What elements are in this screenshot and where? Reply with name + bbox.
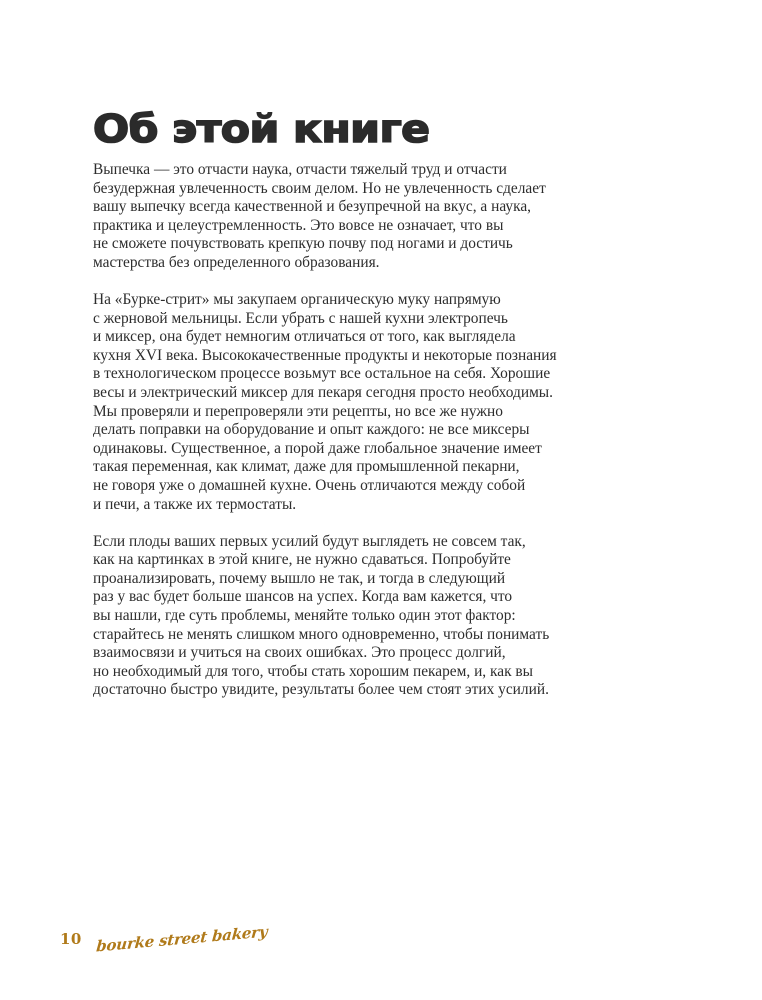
text-line: раз у вас будет больше шансов на успех. Когда вам кажется, что [93,588,513,606]
text-line: с жерновой мельницы. Если убрать с нашей кухни электропечь [93,309,508,327]
text-line: Если плоды ваших первых усилий будут выглядеть не совсем так, [93,532,526,550]
text-line: взаимосвязи и учиться на своих ошибках. Это процесс долгий, [93,644,506,662]
page-number: 10 [60,930,82,948]
text-line: проанализировать, почему вышло не так, и тогда в следующий [93,569,506,587]
text-line: такая переменная, как климат, даже для промышленной пекарни, [93,458,520,476]
text-line: и печи, а также их термостаты. [93,495,297,513]
text-line: весы и электрический миксер для пекаря сегодня просто необходимы. [93,384,553,402]
text-line: одинаковы. Существенное, а порой даже глобальное значение имеет [93,439,542,457]
text-line: вашу выпечку всегда качественной и безупречной на вкус, а наука, [93,198,531,216]
text-line: кухня XVI века. Высококачественные продукты и некоторые познания [93,346,557,364]
text-line: как на картинках в этой книге, не нужно сдаваться. Попробуйте [93,551,511,569]
paragraph-1 [93,161,573,273]
text-line: Выпечка — это отчасти наука, отчасти тяжелый труд и отчасти [93,161,507,178]
text-line: Мы проверяли и перепроверяли эти рецепты, но все же нужно [93,402,503,420]
text-line: практика и целеустремленность. Это вовсе не означает, что вы [93,216,504,234]
text-line: не говоря уже о домашней кухне. Очень отличаются между собой [93,477,526,494]
text-line: достаточно быстро увидите, результаты более чем стоят этих усилий. [93,681,549,699]
text-line: безудержная увлеченность своим делом. Но не увлеченность сделает [93,179,546,197]
paragraph-3 [93,533,573,700]
text-line: делать поправки на оборудование и опыт каждого: не все миксеры [93,421,530,439]
body-text [93,161,573,719]
text-line: но необходимый для того, чтобы стать хорошим пекарем, и, как вы [93,662,534,680]
text-line: мастерства без определенного образования. [93,253,380,271]
text-line: и миксер, она будет немногим отличаться от того, как выглядела [93,328,516,346]
text-line: в технологическом процессе возьмут все остальное на себя. Хорошие [93,365,551,383]
bakery-logo: bourke street bakery [95,922,269,956]
page-title: Об этой книге [93,107,430,151]
text-line: не сможете почувствовать крепкую почву под ногами и достичь [93,235,513,253]
paragraph-2 [93,291,573,514]
text-line: старайтесь не менять слишком много одновременно, чтобы понимать [93,625,550,643]
text-line: На «Бурке-стрит» мы закупаем органическую муку напрямую [93,291,501,309]
page-footer [60,922,269,956]
text-line: вы нашли, где суть проблемы, меняйте только один этот фактор: [93,607,516,625]
